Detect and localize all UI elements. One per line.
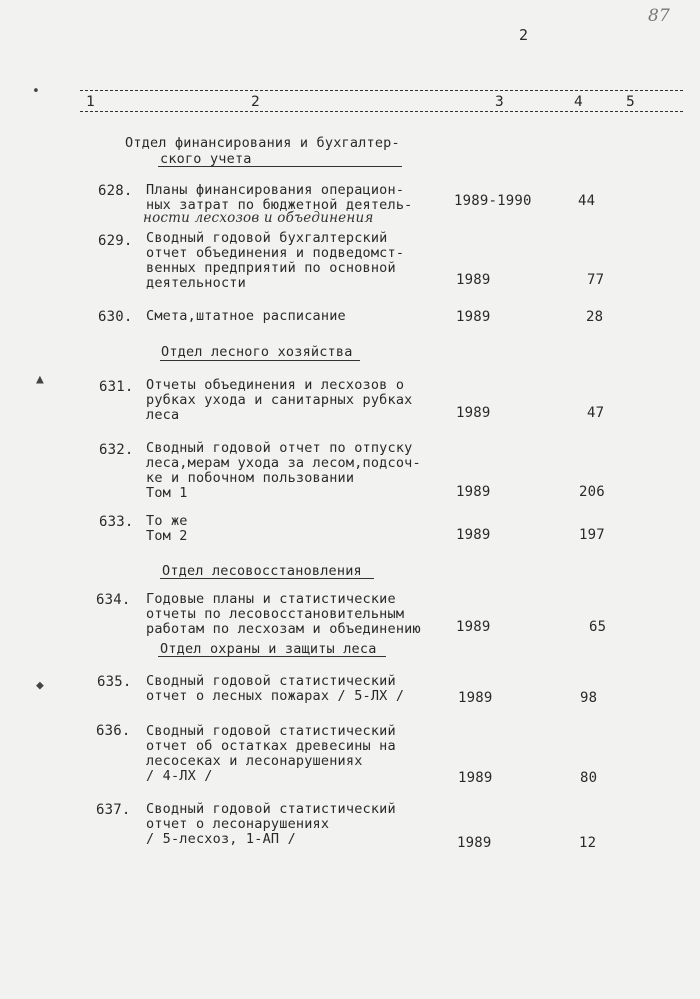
margin-mark: ◆ [36, 678, 45, 693]
item-title-line: Том 2 [146, 528, 188, 544]
item-years: 1989 [456, 272, 491, 288]
section-underline [158, 166, 402, 167]
item-title [146, 378, 413, 423]
item-count: 12 [579, 835, 597, 851]
item-title-line: Планы финансирования операцион- [146, 182, 405, 198]
item-count: 80 [580, 770, 598, 786]
item-title-line: деятельности [146, 275, 246, 291]
section-title [125, 135, 400, 167]
item-years: 1989 [456, 309, 491, 325]
section-title [162, 563, 362, 579]
header-top-rule [80, 90, 683, 91]
item-count: 98 [580, 690, 598, 706]
item-title-line: То же [146, 513, 188, 529]
section-title [161, 344, 353, 360]
item-years: 1989 [457, 835, 492, 851]
item-years: 1989 [456, 405, 491, 421]
item-count: 47 [587, 405, 605, 421]
section-title-line: Отдел лесовосстановления [162, 563, 362, 579]
item-title [146, 674, 404, 704]
item-years: 1989 [458, 690, 493, 706]
item-title-line: работам по лесхозам и объединению [146, 621, 421, 637]
column-number: 4 [574, 94, 583, 110]
item-number: 632. [99, 442, 134, 458]
header-bottom-rule [80, 111, 683, 112]
section-title-line: Отдел лесного хозяйства [161, 344, 353, 360]
item-title-line: отчет о лесных пожарах / 5-ЛХ / [146, 688, 405, 704]
item-title-line: леса [146, 407, 180, 423]
handwritten-insertion: ности лесхозов и объединения [143, 210, 374, 226]
item-title-line: Том 1 [146, 485, 188, 501]
item-count: 206 [579, 484, 605, 500]
column-number: 2 [251, 94, 260, 110]
item-years: 1989 [456, 484, 491, 500]
item-title-line: Сводный годовой статистический [146, 723, 396, 739]
item-title-line: отчет объединения и подведомст- [146, 245, 405, 261]
item-title-line: ке и побочном пользовании [146, 470, 355, 486]
item-title-line: Сводный годовой отчет по отпуску [146, 440, 413, 456]
section-title-line: ского учета [160, 151, 252, 167]
item-title-line: Годовые планы и статистические [146, 591, 396, 607]
item-title [146, 231, 404, 291]
section-title [160, 641, 377, 657]
item-number: 634. [96, 592, 131, 608]
item-title-line: Смета,штатное расписание [146, 308, 346, 324]
item-title-line: отчеты по лесовосстановительным [146, 606, 405, 622]
column-number: 1 [86, 94, 95, 110]
item-title-line: Сводный годовой статистический [146, 673, 396, 689]
margin-dot-mark: • [32, 84, 41, 99]
item-number: 636. [96, 723, 131, 739]
item-title [146, 514, 188, 544]
item-count: 65 [589, 619, 607, 635]
item-years: 1989 [458, 770, 493, 786]
item-title-line: Сводный годовой бухгалтерский [146, 230, 388, 246]
item-number: 633. [99, 514, 134, 530]
item-count: 77 [587, 272, 605, 288]
item-title-line: ных затрат по бюджетной деятель- [146, 197, 413, 213]
item-number: 629. [98, 233, 133, 249]
section-underline [158, 656, 386, 657]
item-title-line: / 4-ЛХ / [146, 768, 213, 784]
page-number: 2 [519, 26, 529, 44]
item-title [146, 592, 421, 637]
section-underline [160, 578, 374, 579]
column-number: 5 [626, 94, 635, 110]
item-number: 631. [99, 379, 134, 395]
item-title-line: Сводный годовой статистический [146, 801, 396, 817]
item-number: 628. [98, 183, 133, 199]
item-title-line: / 5-лесхоз, 1-АП / [146, 831, 296, 847]
section-title-line: Отдел финансирования и бухгалтер- [125, 135, 400, 151]
item-title-line: Отчеты объединения и лесхозов о [146, 377, 405, 393]
column-number: 3 [495, 94, 504, 110]
item-number: 635. [97, 674, 132, 690]
item-count: 197 [579, 527, 605, 543]
item-title [146, 183, 413, 213]
item-title-line: отчет о лесонарушениях [146, 816, 330, 832]
item-title-line: леса,мерам ухода за лесом,подсоч- [146, 455, 421, 471]
item-years: 1989 [456, 527, 491, 543]
item-title [146, 441, 421, 501]
item-years: 1989-1990 [454, 193, 532, 209]
item-count: 28 [586, 309, 604, 325]
item-title [146, 802, 396, 847]
margin-mark: ▲ [36, 372, 45, 387]
item-number: 637. [96, 802, 131, 818]
item-title-line: рубках ухода и санитарных рубках [146, 392, 413, 408]
item-number: 630. [98, 309, 133, 325]
item-title-line: отчет об остатках древесины на [146, 738, 396, 754]
archive-sheet-number: 87 [648, 6, 671, 26]
section-title-line: Отдел охраны и защиты леса [160, 641, 377, 657]
item-count: 44 [578, 193, 596, 209]
item-years: 1989 [456, 619, 491, 635]
item-title-line: венных предприятий по основной [146, 260, 396, 276]
section-underline [160, 360, 360, 361]
item-title-line: лесосеках и лесонарушениях [146, 753, 363, 769]
item-title [146, 724, 396, 784]
item-title [146, 309, 346, 324]
